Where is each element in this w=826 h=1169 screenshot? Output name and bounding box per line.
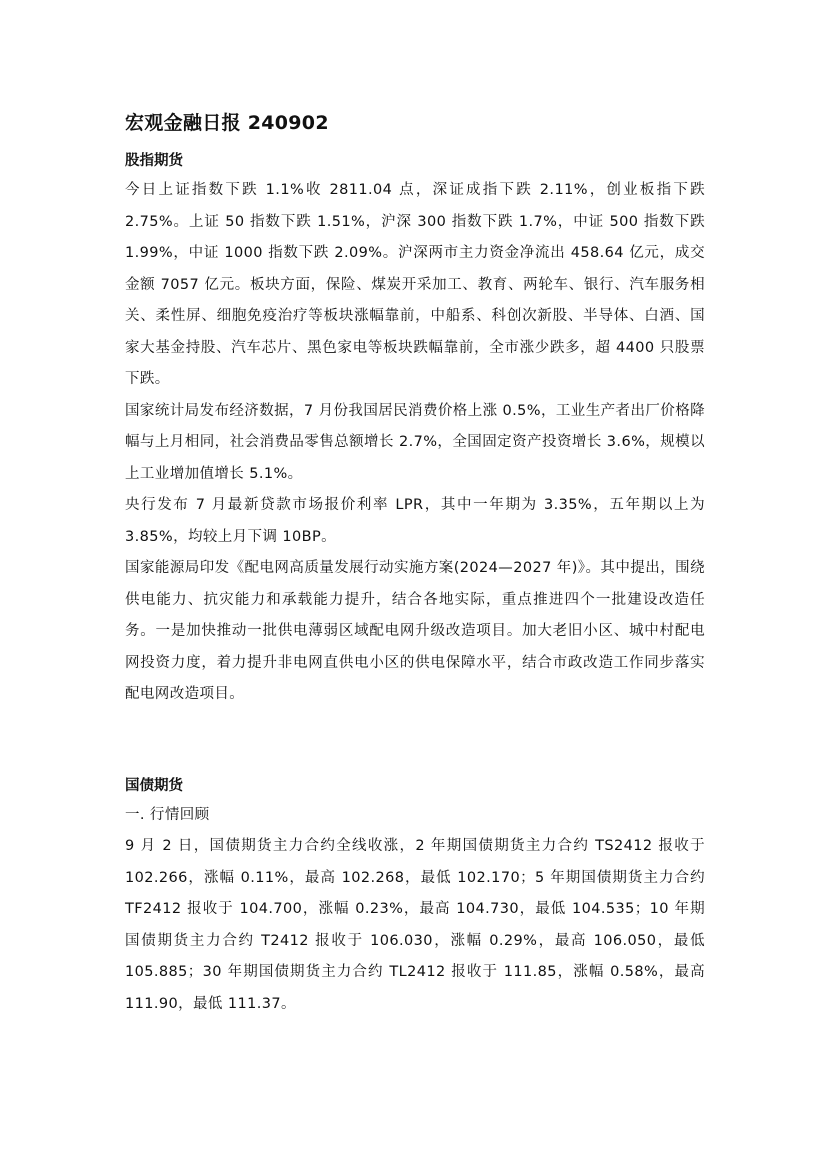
section-spacer [125, 711, 705, 773]
paragraph: 今日上证指数下跌 1.1%收 2811.04 点，深证成指下跌 2.11%，创业板指下跌 2.75%。上证 50 指数下跌 1.51%，沪深 300 指数下跌 1.7%，中证 500 指数下跌 1.99%，中证 1000 指数下跌 2.09%。沪深两市主力资金净流出 458.64 亿元，成交金额 7057 亿元。板块方面，保险、煤炭开采加工、教育、两轮车、银行、汽车服务相关、柔性屏、细胞免疫治疗等板块涨幅靠前，中船系、科创次新股、半导体、白酒、国家大基金持股、汽车芯片、黑色家电等板块跌幅靠前，全市涨少跌多，超 4400 只股票下跌。 [125, 182, 705, 387]
section-heading: 股指期货 [125, 153, 183, 169]
section-heading: 国债期货 [125, 777, 183, 794]
paragraph: 国家能源局印发《配电网高质量发展行动实施方案(2024—2027 年)》。其中提出，围绕供电能力、抗灾能力和承载能力提升，结合各地实际，重点推进四个一批建设改造任务。一是加快推动一批供电薄弱区域配电网升级改造项目。加大老旧小区、城中村配电网投资力度，着力提升非电网直供电小区的供电保障水平，结合市政改造工作同步落实配电网改造项目。 [125, 560, 705, 702]
document-page [125, 108, 705, 1020]
section-stock-index-futures [125, 148, 705, 711]
paragraph: 央行发布 7 月最新贷款市场报价利率 LPR，其中一年期为 3.35%，五年期以上为 3.85%，均较上月下调 10BP。 [125, 497, 705, 545]
paragraph: 国家统计局发布经济数据，7 月份我国居民消费价格上涨 0.5%，工业生产者出厂价格降幅与上月相同，社会消费品零售总额增长 2.7%，全国固定资产投资增长 3.6%，规模以上工业增加值增长 5.1%。 [125, 402, 705, 482]
paragraph: 9 月 2 日，国债期货主力合约全线收涨，2 年期国债期货主力合约 TS2412 报收于 102.266，涨幅 0.11%，最高 102.268，最低 102.170；5 年期国债期货主力合约 TF2412 报收于 104.700，涨幅 0.23%，最高 104.730，最低 104.535；10 年期国债期货主力合约 T2412 报收于 106.030，涨幅 0.29%，最高 106.050，最低 105.885；30 年期国债期货主力合约 TL2412 报收于 111.85，涨幅 0.58%，最高 111.90，最低 111.37。 [125, 838, 705, 1012]
subheading: 一. 行情回顾 [125, 806, 210, 823]
document-title: 宏观金融日报 240902 [125, 112, 329, 134]
section-treasury-futures [125, 773, 705, 1021]
